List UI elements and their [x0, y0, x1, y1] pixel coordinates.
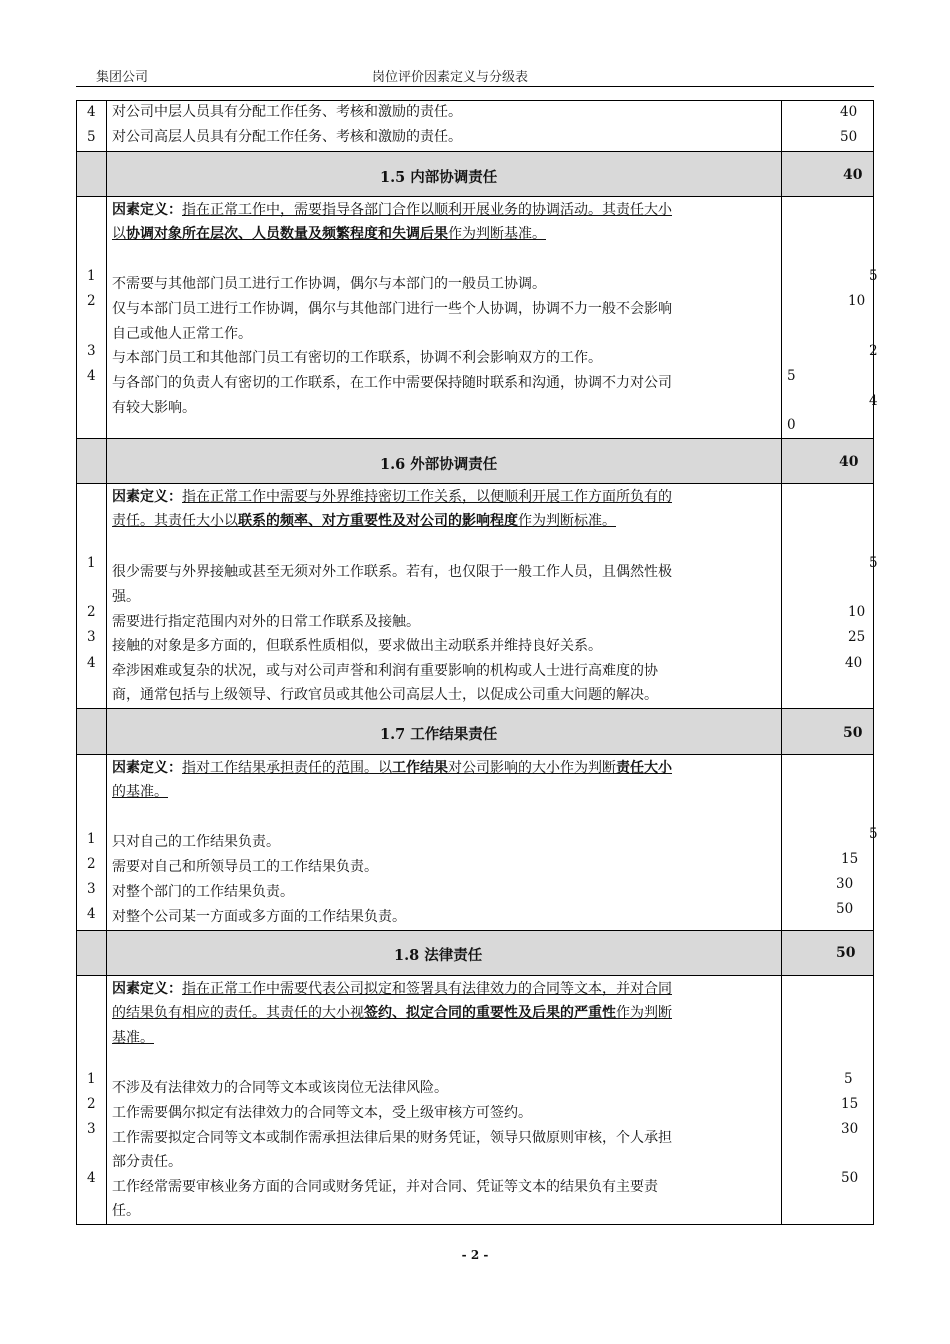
table-row-line: [76, 151, 874, 152]
level-score: 5: [869, 826, 878, 842]
header-title: 岗位评价因素定义与分级表: [372, 70, 529, 85]
definition-criteria: 责任大小: [616, 760, 672, 776]
definition-text: 的基准。: [112, 784, 168, 800]
level-description: 任。: [112, 1203, 140, 1219]
section-max-score: 40: [843, 167, 863, 183]
level-score: 50: [840, 129, 858, 145]
level-score: 30: [841, 1121, 859, 1137]
level-score: 15: [841, 1096, 859, 1112]
section-title: 1.6 外部协调责任: [380, 456, 498, 473]
definition-line: [112, 1001, 672, 1025]
definition-line: [112, 1026, 154, 1050]
level-description: 工作经常需要审核业务方面的合同或财务凭证，并对合同、凭证等文本的结果负有主要责: [112, 1179, 658, 1195]
level-score: 5: [869, 268, 878, 284]
table-row-line: [76, 483, 874, 484]
level-description: 对公司高层人员具有分配工作任务、考核和激励的责任。: [112, 129, 462, 145]
section-max-score: 40: [839, 454, 859, 470]
level-score: 5: [844, 1071, 853, 1087]
definition-text: 作为判断基准。: [448, 226, 546, 242]
level-description: 只对自己的工作结果负责。: [112, 834, 280, 850]
level-score: 2: [869, 343, 878, 359]
table-row-line: [76, 754, 874, 755]
level-number: 2: [87, 293, 96, 309]
definition-text: 指对工作结果承担责任的范围。以: [182, 760, 392, 776]
definition-text: 责任。其责任大小以: [112, 513, 238, 529]
definition-line: [112, 977, 672, 1001]
level-description: 自己或他人正常工作。: [112, 326, 252, 342]
level-number: 5: [87, 129, 96, 145]
definition-text: 作为判断: [616, 1005, 672, 1021]
level-description: 仅与本部门员工进行工作协调，偶尔与其他部门进行一些个人协调，协调不力一般不会影响: [112, 301, 672, 317]
definition-line: [112, 756, 672, 780]
table-divider-score: [781, 100, 782, 1225]
level-description: 接触的对象是多方面的，但联系性质相似，要求做出主动联系并维持良好关系。: [112, 638, 602, 654]
definition-line: [112, 780, 168, 804]
level-description: 对公司中层人员具有分配工作任务、考核和激励的责任。: [112, 104, 462, 120]
level-score: 5: [787, 368, 796, 384]
section-title: 1.5 内部协调责任: [380, 169, 498, 186]
level-score: 40: [845, 655, 863, 671]
level-score: 0: [787, 417, 796, 433]
level-description: 对整个部门的工作结果负责。: [112, 884, 294, 900]
level-number: 2: [87, 1096, 96, 1112]
definition-line: [112, 222, 546, 246]
definition-text: 指在正常工作中需要代表公司拟定和签署具有法律效力的合同等文本，并对合同: [182, 981, 672, 997]
definition-criteria: 签约、拟定合同的重要性及后果的严重性: [364, 1005, 616, 1021]
level-description: 牵涉困难或复杂的状况，或与对公司声誉和利润有重要影响的机构或人士进行高难度的协: [112, 663, 658, 679]
level-number: 4: [87, 1170, 96, 1186]
definition-text: 指在正常工作中需要与外界维持密切工作关系，以便顺利开展工作方面所负有的: [182, 489, 672, 505]
level-number: 3: [87, 629, 96, 645]
level-description: 对整个公司某一方面或多方面的工作结果负责。: [112, 909, 406, 925]
level-description: 不涉及有法律效力的合同等文本或该岗位无法律风险。: [112, 1080, 448, 1096]
definition-label: 因素定义：: [112, 760, 182, 776]
definition-criteria: 联系的频率、对方重要性及对公司的影响程度: [238, 513, 518, 529]
header-rule: [76, 86, 874, 87]
level-score: 10: [848, 293, 866, 309]
definition-line: [112, 198, 672, 222]
level-score: 5: [869, 555, 878, 571]
definition-label: 因素定义：: [112, 489, 182, 505]
level-score: 50: [841, 1170, 859, 1186]
level-number: 3: [87, 881, 96, 897]
definition-text: 对公司影响的大小作为判断: [448, 760, 616, 776]
table-bottom: [76, 1224, 874, 1225]
level-description: 与本部门员工和其他部门员工有密切的工作联系，协调不利会影响双方的工作。: [112, 350, 602, 366]
table-border-left: [76, 100, 77, 1225]
level-score: 30: [836, 876, 854, 892]
level-number: 1: [87, 268, 96, 284]
definition-text: 作为判断标准。: [518, 513, 616, 529]
table-row-line: [76, 438, 874, 439]
definition-text: 的结果负有相应的责任。其责任的大小视: [112, 1005, 364, 1021]
level-description: 不需要与其他部门员工进行工作协调，偶尔与本部门的一般员工协调。: [112, 276, 546, 292]
level-number: 4: [87, 368, 96, 384]
level-score: 4: [869, 393, 878, 409]
table-divider-level: [106, 100, 107, 1225]
table-row-line: [76, 196, 874, 197]
definition-line: [112, 485, 672, 509]
level-number: 1: [87, 555, 96, 571]
level-description: 很少需要与外界接触或甚至无须对外工作联系。若有，也仅限于一般工作人员，且偶然性极: [112, 564, 672, 580]
level-score: 15: [841, 851, 859, 867]
level-score: 10: [848, 604, 866, 620]
level-number: 2: [87, 856, 96, 872]
page-number: - 2 -: [461, 1248, 489, 1262]
section-title: 1.7 工作结果责任: [380, 726, 498, 743]
definition-text: 指在正常工作中，需要指导各部门合作以顺利开展业务的协调活动。其责任大小: [182, 202, 672, 218]
section-max-score: 50: [843, 725, 863, 741]
table-row-line: [76, 930, 874, 931]
definition-line: [112, 509, 616, 533]
level-description: 有较大影响。: [112, 400, 196, 416]
level-description: 需要进行指定范围内对外的日常工作联系及接触。: [112, 614, 420, 630]
level-number: 3: [87, 343, 96, 359]
level-number: 3: [87, 1121, 96, 1137]
level-number: 1: [87, 831, 96, 847]
section-title: 1.8 法律责任: [394, 947, 483, 964]
definition-criteria: 协调对象所在层次、人员数量及频繁程度和失调后果: [126, 226, 448, 242]
level-number: 1: [87, 1071, 96, 1087]
section-max-score: 50: [836, 945, 856, 961]
level-number: 2: [87, 604, 96, 620]
level-description: 工作需要偶尔拟定有法律效力的合同等文本，受上级审核方可签约。: [112, 1105, 532, 1121]
level-number: 4: [87, 104, 96, 120]
definition-criteria: 工作结果: [392, 760, 448, 776]
level-number: 4: [87, 655, 96, 671]
definition-text: 基准。: [112, 1030, 154, 1046]
level-score: 40: [840, 104, 858, 120]
definition-label: 因素定义：: [112, 202, 182, 218]
level-description: 与各部门的负责人有密切的工作联系，在工作中需要保持随时联系和沟通，协调不力对公司: [112, 375, 672, 391]
table-row-line: [76, 708, 874, 709]
level-score: 25: [848, 629, 866, 645]
level-description: 强。: [112, 589, 140, 605]
level-description: 工作需要拟定合同等文本或制作需承担法律后果的财务凭证，领导只做原则审核，个人承担: [112, 1130, 672, 1146]
level-number: 4: [87, 906, 96, 922]
level-score: 50: [836, 901, 854, 917]
level-description: 需要对自己和所领导员工的工作结果负责。: [112, 859, 378, 875]
definition-text: 以: [112, 226, 126, 242]
table-row-line: [76, 975, 874, 976]
level-description: 商，通常包括与上级领导、行政官员或其他公司高层人士，以促成公司重大问题的解决。: [112, 687, 658, 703]
level-description: 部分责任。: [112, 1154, 182, 1170]
definition-label: 因素定义：: [112, 981, 182, 997]
header-company: 集团公司: [96, 70, 149, 85]
